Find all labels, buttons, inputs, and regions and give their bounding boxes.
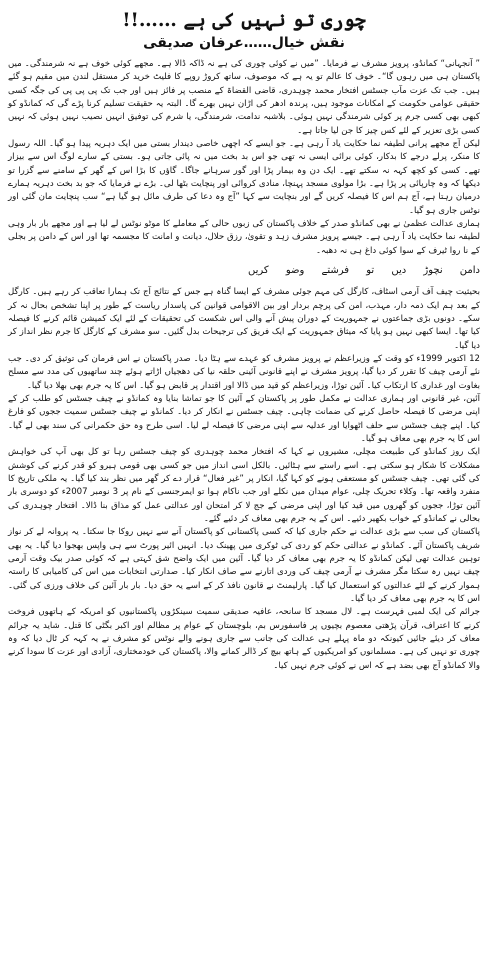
column-title: چوری تو نہیں کی ہے ……!! [122, 9, 366, 31]
verse-couplet: دامن نچوڑ دیں تو فرشتے وضو کریں [247, 265, 480, 277]
paragraph: پاکستان کی سب سے بڑی عدالت نے حکم جاری کیا کہ کسی پاکستانی کو پاکستان آنے سے نہیں روکا جا سکتا۔ یہ پروانہ لے کر نواز شریف پاکستان آئے۔ کمانڈو نے عدالتی حکم کو ردی کی ٹوکری میں پھینک دیا۔ انہیں ائیر پورٹ سے ہی واپس بھجوا دیا گیا۔ یہ بھی توہین عدالت تھی لیکن کمانڈو کا یہ جرم بھی معاف کر دیا گیا۔ آئین میں ایک واضح شق کہتی ہے کہ کوئی صدر بیک وقت آرمی چیف نہیں رہ سکتا مگر مشرف نے آرمی چیف کی وردی اتارنے سے صاف انکار کیا۔ صدارتی انتخابات میں اس کی کامیابی کا راستہ ہموار کرنے کے لئے عدالتوں کو استعمال کیا گیا۔ پارلیمنٹ نے قانون نافذ کر کے اسے یہ حق دیا۔ بار بار آئین کی خلاف ورزی کی گئی۔ اس کا یہ جرم بھی معاف کر دیا گیا۔ [8, 527, 480, 605]
column-byline: نقش خیال……عرفان صدیقی [143, 35, 345, 51]
column-body [8, 58, 480, 673]
paragraph: ہماری عدالت عظمیٰ نے بھی کمانڈو صدر کے خلاف پاکستان کی زبوں حالی کے معاملے کا موٹو نوٹس لے لیا ہے اور مجھے بار بار وہی لطیفہ نما حکایت یاد آ رہی ہے۔ جیسے پرویز مشرف زہد و تقویٰ، رزق حلال، دیانت و امانت کا مجسمہ تھا اور اس کے دامن پر بجلی کے نا روا ٹیرف کے سوا کوئی داغ ہی نہ دھبہ۔ [8, 219, 480, 256]
paragraph: لیکن آج مجھے پرانی لطیفہ نما حکایت یاد آ رہی ہے۔ جو ایسے کہ اچھی خاصی دیندار بستی میں ایک دہریہ پیدا ہو گیا۔ اللہ رسول کا منکر، پرلے درجے کا بدکار، کوئی برائی ایسی نہ تھی جو اس بد بخت میں نہ پائی جاتی ہو۔ بستی کے سارے لوگ اس سے بیزار تھے۔ کسی کو کچھ کہہ نہ سکتے تھے۔ ایک دن وہ بیمار پڑا اور گور سرہانے جاگا۔ گاؤں کا بڑا اس کے گھر کے سامنے سے گزرا تو دیکھا کہ وہ چارپائی پر پڑا ہے۔ بڑا مولوی مسجد پہنچا، منادی کروائی اور پنچایت بٹھا لی۔ بڑے نے فرمایا کہ جو بد بخت دہریہ ہمارے درمیان رہتا ہے، آج ہم اس کا فیصلہ کریں گے اور بنچایت سے کہا ”آج وہ دعا کی طرف مائل ہو گیا ہے“ سب پنچایت مان گئی اور نوٹس جاری ہو گیا۔ [8, 139, 480, 216]
paragraph: بحیثیت چیف آف آرمی اسٹاف، کارگل کی مہم جوئی مشرف کے ایسا گناہ ہے جس کے نتائج آج تک ہمارا تعاقب کر رہے ہیں۔ کارگل کے بعد ہم ایک ذمہ دار، مہذب، امن کی پرچم بردار اور بین الاقوامی قوانین کی پاسدار ریاست کے طور پر اپنا تشخص بحال نہ کر سکے۔ دونوں بڑی جماعتوں نے جمہوریت کے دوران پیش آنے والی اس شکست کی تحقیقات کے لئے ایک کمیشن قائم کرنے کا فیصلہ کیا تھا۔ ایسا کبھی نہیں ہو پایا کہ میثاق جمہوریت کے ایک فریق کی ترجیحات بدل گئیں۔ سو مشرف کے کارگل کا جرم نظر انداز کر دیا گیا۔ [8, 287, 480, 351]
paragraph: ” آنجہانی“ کمانڈو، پرویز مشرف نے فرمایا۔ ”میں نے کوئی چوری کی ہے نہ ڈاکہ ڈالا ہے۔ مجھے کوئی خوف ہے نہ شرمندگی۔ میں پاکستان ہی میں رہوں گا“۔ خوف کا عالم تو یہ ہے کہ موصوف، ساتھ کروڑ روپے کا فلیٹ خرید کر مستقل لندن میں مقیم ہو گئے ہیں۔ جب تک عزت مآب جسٹس افتخار محمد چوہدری، قاضی القضاۃ کے منصب پر فائز ہیں اور جب تک پی پی پی کی جگہ کسی حقیقی عوامی حکومت کے امکانات موجود ہیں، پرندہ ادھر کی اڑان نہیں بھرے گا۔ البتہ یہ حقیقت تسلیم کرنا پڑے گی کہ کمانڈو کو کبھی بھی کسی جرم پر کوئی شرمندگی نہیں ہوئی۔ بلاشبہ ندامت، شرمندگی، یا شرم کی توفیق انہیں نصیب نہیں ہوئی کہ نہیں کسی بڑی تعزیر کے لئے کس چیز کا جن لیا جاتا ہے۔ [8, 59, 480, 136]
paragraph: جرائم کی ایک لمبی فہرست ہے۔ لال مسجد کا سانحہ، عافیہ صدیقی سمیت سینکڑوں پاکستانیوں کو امریکہ کے ہاتھوں فروخت کرنے کا اعتراف، قرآن پڑھتی معصوم بچیوں پر فاسفورس بم، بلوچستان کے عوام پر مظالم اور اکبر بگٹی کا قتل۔ شاید یہ جرائم معاف کر دیئے جائیں کیونکہ دو ماہ پہلے ہی عدالت کی جانب سے جاری ہونے والے نوٹس کو مشرف نے یہ کہہ کر ٹال دیا کہ وہ چوری تو نہیں کی ہے۔ مسلمانوں کو امریکیوں کے ہاتھ بیچ کر ڈالر کمانے والا، پاکستان کی خودمختاری، آزادی اور عزت کا سودا کرنے والا کمانڈو آج بھی بضد ہے کہ اس نے کوئی جرم نہیں کیا۔ [8, 607, 480, 671]
paragraph: 12 اکتوبر 1999ء کو وقت کے وزیراعظم نے پرویز مشرف کو عہدے سے ہٹا دیا۔ صدر پاکستان نے اس فرمان کی توثیق کر دی۔ جب نئے آرمی چیف کا تقرر کر دیا گیا، پرویز مشرف نے اپنے قانونی آئینی حلقہ نیا کی دھجیاں اڑاتے ہوئے چند ساتھیوں کی مدد سے مسلح بغاوت اور غداری کا ارتکاب کیا۔ آئین توڑا، وزیراعظم کو قید میں ڈالا اور اقتدار پر قابض ہو گیا۔ اس کا یہ جرم بھی بھلا دیا گیا۔ [8, 353, 481, 391]
paragraph: ایک روز کمانڈو کی طبیعت مچلی، مشیروں نے کہا کہ افتخار محمد چوہدری کو چیف جسٹس رہا تو کل بھی آپ کی خواہش مشکلات کا شکار ہو سکتی ہے۔ اسے راستے سے ہٹائیں۔ بالکل اسی انداز میں جو کسی بھی قومی ہیرو کو قدر کرنے کی کوشش کی گئی تھی۔ چیف جسٹس کو مستعفی ہونے کو کہا گیا، انکار پر ”غیر فعال“ قرار دے کر گھر میں نظر بند کیا گیا۔ یہ ملکی تاریخ کا منفرد واقعہ تھا۔ وکلاء تحریک چلی، عوام میدان میں نکلے اور جب ناکام ہوا تو ایمرجنسی کے نام پر 3 نومبر 2007ء کو دوسری بار آئین توڑا، ججوں کو گھروں میں قید کیا اور اپنی مرضی کے جج لا کر امتحان اور عدالتی عمل کو مذاق بنا ڈالا۔ افتخار چوہدری کی بحالی نے کمانڈو کے خواب بکھیر دئیے۔ اس کے یہ جرم بھی معاف کر دئیے گئے۔ [8, 447, 481, 524]
paragraph: آئین، غیر قانونی اور ہماری عدالت نے مکمل طور پر پاکستان کے آئین کا جو تماشا بنایا وہ کمانڈو نے چیف جسٹس کو طلب کر کے اپنی مرضی کا فیصلہ حاصل کرنے کی ضمانت چاہی۔ چیف جسٹس نے انکار کر دیا۔ کمانڈو نے چیف جسٹس سمیت ججوں کو فارغ کیا۔ اپنے چیف جسٹس سے حلف اٹھوایا اور عدلیہ سے اپنی مرضی کا فیصلہ لے لیا۔ اسی طرح وہ حق حکمرانی کی سند بھی لے گیا۔ اس کا یہ جرم بھی معاف ہو گیا۔ [8, 393, 480, 444]
